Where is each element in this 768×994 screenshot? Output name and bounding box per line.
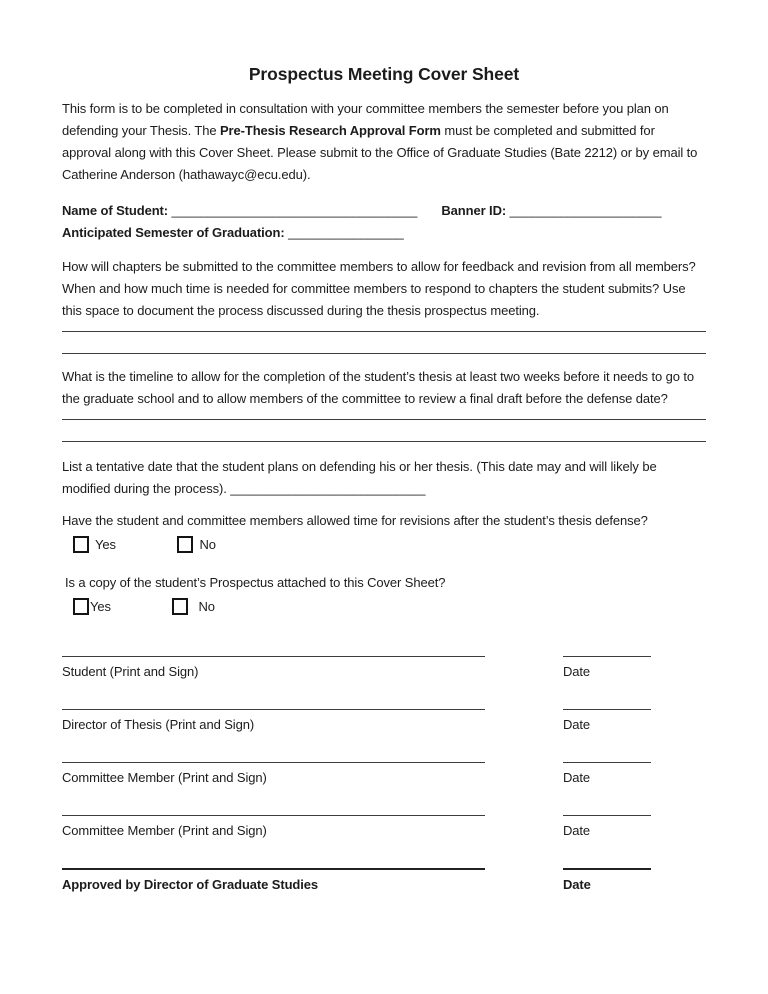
question-tentative-date — [62, 456, 706, 500]
question-timeline: What is the timeline to allow for the completion of the student’s thesis at least two weeks before it needs to go to the graduate school and to allow members of the committee to review a final draft before the defense date? — [62, 369, 695, 406]
revisions-yes-group — [73, 534, 116, 556]
prospectus-no-checkbox[interactable] — [172, 598, 188, 615]
director-signature-label: Director of Thesis (Print and Sign) — [62, 717, 255, 732]
prospectus-yes-no-row — [73, 596, 706, 622]
approval-label: Approved by Director of Graduate Studies — [62, 877, 319, 892]
signature-block — [62, 656, 706, 896]
revisions-no-checkbox[interactable] — [177, 536, 193, 553]
response-line[interactable] — [62, 420, 706, 442]
response-line[interactable] — [62, 332, 706, 354]
director-date-line[interactable] — [563, 709, 651, 710]
committee-member-2-signature-line[interactable] — [62, 815, 485, 816]
prospectus-yes-group — [73, 596, 111, 618]
question-prospectus-attached: Is a copy of the student’s Prospectus attached to this Cover Sheet? — [65, 575, 446, 590]
intro-text-after: must be completed and submitted for approval along with this Cover Sheet. Please submit to the Office of Graduate Studies (Bate 2212) or by email to Catherine Anderson (hathawayc@ecu.edu). — [62, 123, 698, 182]
name-of-student-blank[interactable]: __________________________________ — [171, 203, 418, 218]
student-signature-label: Student (Print and Sign) — [62, 664, 199, 679]
signature-row-committee-member-1 — [62, 762, 706, 789]
answer-lines-chapter-feedback — [62, 322, 706, 354]
date-label: Date — [563, 664, 591, 679]
question-chapter-feedback: How will chapters be submitted to the committee members to allow for feedback and revision from all members? When and how much time is needed for committee members to respond to chapters the student submits? Use this space to document the process discussed during the thesis prospectus meeting. — [62, 259, 696, 318]
revisions-yes-checkbox[interactable] — [73, 536, 89, 553]
revisions-no-group — [177, 534, 215, 556]
signature-row-student — [62, 656, 706, 683]
committee-member-2-label: Committee Member (Print and Sign) — [62, 823, 267, 838]
approval-date-line[interactable] — [563, 868, 651, 870]
committee-member-1-label: Committee Member (Print and Sign) — [62, 770, 267, 785]
tentative-date-blank[interactable]: ___________________________ — [230, 481, 426, 496]
approval-signature-line[interactable] — [62, 868, 485, 870]
director-signature-line[interactable] — [62, 709, 485, 710]
signature-row-committee-member-2 — [62, 815, 706, 842]
student-signature-line[interactable] — [62, 656, 485, 657]
semester-blank[interactable]: ________________ — [288, 225, 404, 240]
banner-id-label: Banner ID: — [441, 203, 507, 218]
yes-label: Yes — [90, 599, 111, 614]
committee-member-2-date-line[interactable] — [563, 815, 651, 816]
no-label: No — [199, 537, 216, 552]
answer-lines-timeline — [62, 410, 706, 442]
response-line[interactable] — [62, 410, 706, 420]
response-line[interactable] — [62, 322, 706, 332]
date-label: Date — [563, 770, 591, 785]
signature-row-graduate-studies-approval — [62, 868, 706, 896]
intro-paragraph — [62, 98, 706, 186]
semester-label: Anticipated Semester of Graduation: — [62, 225, 285, 240]
committee-member-1-date-line[interactable] — [563, 762, 651, 763]
banner-id-blank[interactable]: _____________________ — [509, 203, 662, 218]
date-label: Date — [563, 877, 591, 892]
prospectus-no-group — [172, 596, 214, 618]
intro-form-name-bold: Pre-Thesis Research Approval Form — [219, 123, 441, 138]
question-revisions-time: Have the student and committee members allowed time for revisions after the student’s thesis defense? — [62, 513, 648, 528]
tentative-date-text: List a tentative date that the student plans on defending his or her thesis. (This date may and will likely be modified during the process). — [62, 459, 657, 496]
student-date-line[interactable] — [563, 656, 651, 657]
no-label: No — [198, 599, 215, 614]
page-title: Prospectus Meeting Cover Sheet — [248, 64, 520, 84]
name-of-student-label: Name of Student: — [62, 203, 169, 218]
signature-row-director-of-thesis — [62, 709, 706, 736]
name-banner-row — [62, 200, 706, 222]
student-info-fields — [62, 200, 706, 244]
committee-member-1-signature-line[interactable] — [62, 762, 485, 763]
prospectus-yes-checkbox[interactable] — [73, 598, 89, 615]
date-label: Date — [563, 717, 591, 732]
yes-label: Yes — [95, 537, 116, 552]
intro-text-before: This form is to be completed in consultation with your committee members the semester before you plan on defending your Thesis. The — [62, 101, 669, 138]
revisions-yes-no-row — [73, 534, 706, 560]
date-label: Date — [563, 823, 591, 838]
semester-row — [62, 222, 706, 244]
